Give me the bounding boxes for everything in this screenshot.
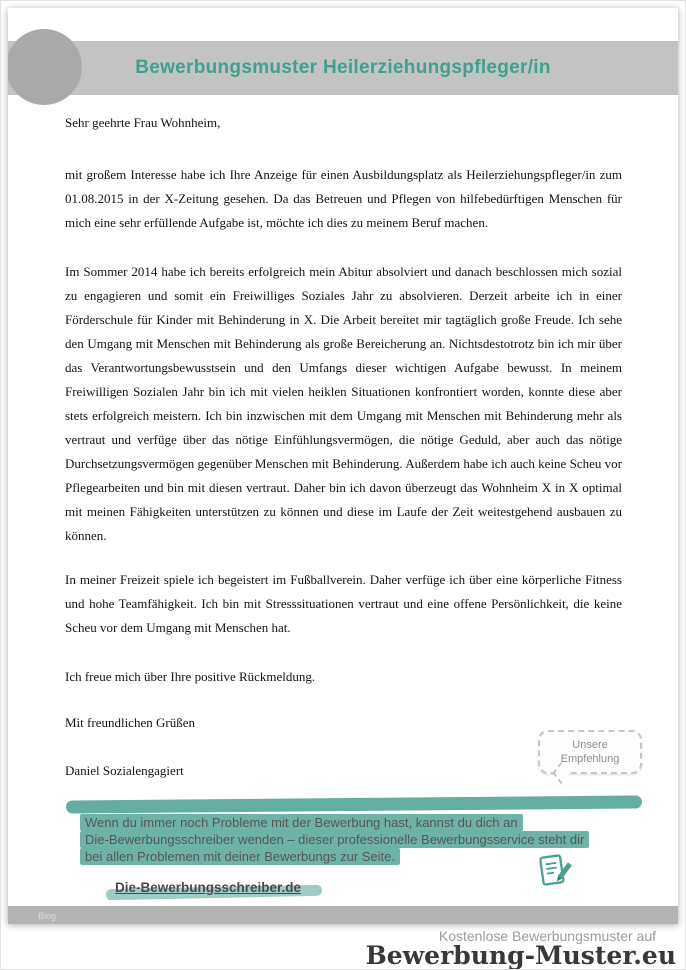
site-logo[interactable]: Bewerbung-Muster.eu: [365, 941, 676, 970]
closing-line: Ich freue mich über Ihre positive Rückmeldung.: [65, 669, 316, 684]
promo-line-text: Wenn du immer noch Probleme mit der Bewerbung hast, kannst du dich an: [80, 814, 523, 831]
bottom-bar: [8, 906, 678, 924]
paragraph-intro: mit großem Interesse habe ich Ihre Anzeige für einen Ausbildungsplatz als Heilerziehungspfleger/in zum 01.08.2015 in der X-Zeitung gesehen. Da das Betreuen und Pflegen von hilfebedürftigen Menschen für mich eine sehr erfüllende Aufgabe ist, möchte ich dies zu meinem Beruf machen.: [65, 167, 622, 230]
paragraph-hobbies: In meiner Freizeit spiele ich begeistert im Fußballverein. Daher verfüge ich über eine körperliche Fitness und hohe Teamfähigkeit. Ich bin mit Stresssituationen vertraut und eine offene Persönlichkeit, die keine Scheu vor dem Umgang mit Menschen hat.: [65, 572, 622, 635]
promo-line: [80, 814, 655, 831]
bewerbungsschreiber-link[interactable]: Die-Bewerbungsschreiber.de: [115, 880, 302, 895]
highlight-stroke: [66, 795, 642, 813]
letter-body: [65, 111, 622, 783]
header-circle-decoration: [8, 29, 82, 105]
page-title: Bewerbungsmuster Heilerziehungspfleger/in: [135, 57, 551, 78]
greeting-line: Mit freundlichen Grüßen: [65, 715, 195, 730]
promo-line: [80, 831, 655, 848]
header-band: [8, 41, 678, 95]
salutation: Sehr geehrte Frau Wohnheim,: [65, 115, 221, 130]
footer-tagline: Kostenlose Bewerbungsmuster auf: [438, 928, 656, 944]
paragraph-main: Im Sommer 2014 habe ich bereits erfolgreich mein Abitur absolviert und danach beschlossen mich sozial zu engagieren und somit ein Freiwilliges Soziales Jahr zu absolvieren. Derzeit arbeite ich in einer Förderschule für Kinder mit Behinderung in X. Die Arbeit bereitet mir tagtäglich große Freude. Ich sehe den Umgang mit Menschen mit Behinderung als große Bereicherung an. Nichtsdestotrotz bin ich mir über das Verantwortungsbewusstsein und den Umfangs dieser wichtigen Aufgabe bewusst. In meinem Freiwilligen Sozialen Jahr bin ich mit vielen heiklen Situationen konfrontiert worden, konnte diese aber stets erfolgreich meistern. Ich bin inzwischen mit dem Umgang mit Menschen mit Behinderung mehr als vertraut und verfüge über das nötige Einfühlungsvermögen, die nötige Geduld, aber auch das nötige Durchsetzungsvermögen gegenüber Menschen mit Behinderung. Außerdem habe ich auch keine Scheu vor Pflegearbeiten und bin mit diesen vertraut. Daher bin ich davon überzeugt das Wohnheim X in X optimal mit meinen Fähigkeiten unterstützen zu können und diese im Laufe der Zeit weitestgehend ausbauen zu können.: [65, 264, 622, 543]
promo-line-text: bei allen Problemen mit deiner Bewerbungs zur Seite.: [80, 848, 400, 865]
signature-name: Daniel Sozialengagiert: [65, 763, 184, 778]
blog-link[interactable]: Blog: [38, 911, 57, 921]
promo-line-text: Die-Bewerbungsschreiber wenden – dieser professionelle Bewerbungsservice steht dir: [80, 831, 589, 848]
recommendation-bubble-label: Unsere Empfehlung: [560, 739, 620, 765]
letter-sheet: [8, 8, 678, 924]
recommendation-bubble: [538, 730, 642, 774]
note-pencil-icon: [536, 850, 576, 890]
